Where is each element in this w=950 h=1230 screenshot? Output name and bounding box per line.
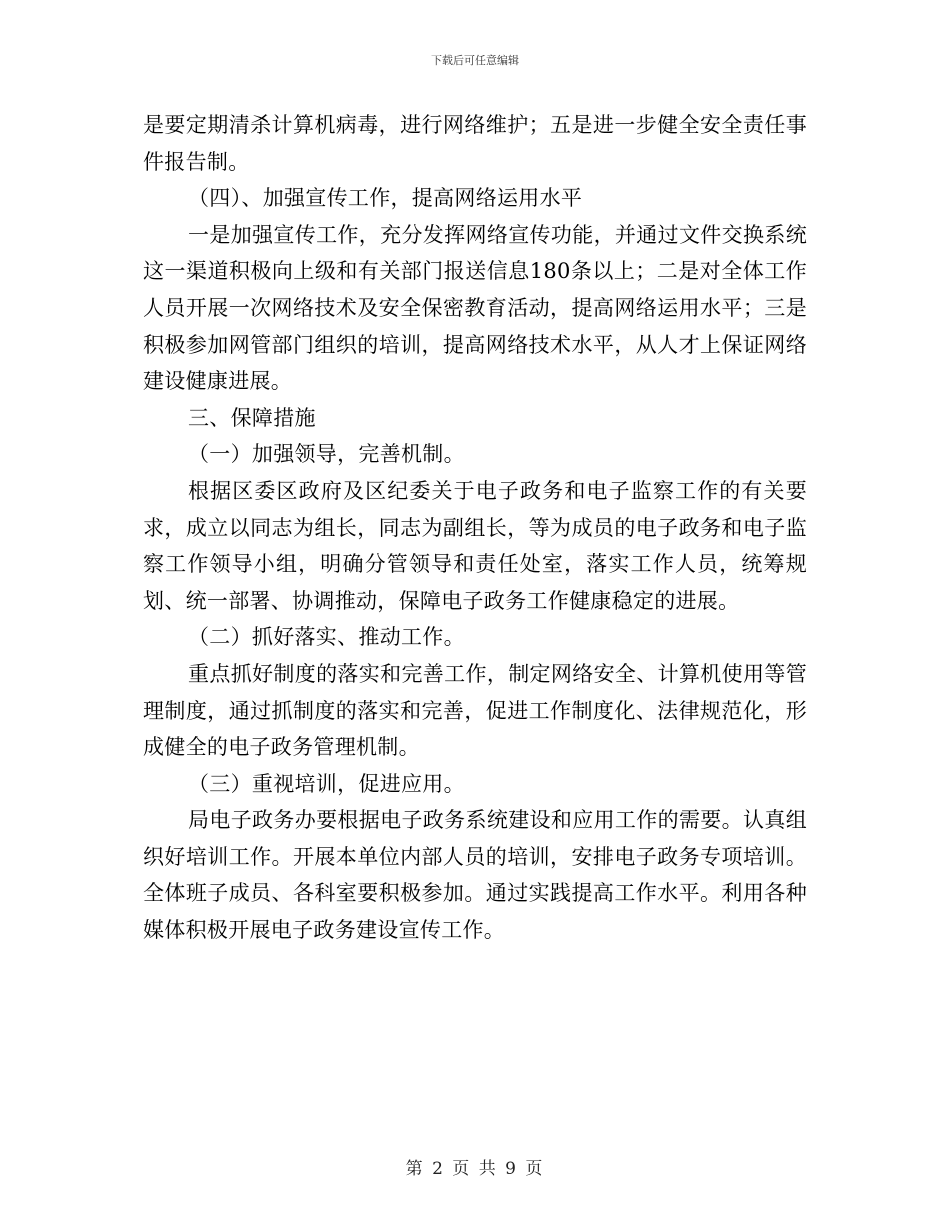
- paragraph-leadership: 根据区委区政府及区纪委关于电子政务和电子监察工作的有关要求，成立以同志为组长，同志为副组长，等为成员的电子政务和电子监察工作领导小组，明确分管领导和责任处室，落实工作人员，统筹规划、统一部署、协调推动，保障电子政务工作健康稳定的进展。: [143, 478, 807, 613]
- page-number-footer: 第 2 页 共 9 页: [405, 1159, 545, 1179]
- subheading-training: （三）重视培训，促进应用。: [188, 771, 465, 796]
- paragraph-implementation: 重点抓好制度的落实和完善工作，制定网络安全、计算机使用等管理制度，通过抓制度的落实和完善，促进工作制度化、法律规范化，形成健全的电子政务管理机制。: [143, 661, 807, 760]
- paragraph-continuation: 是要定期清杀计算机病毒，进行网络维护；五是进一步健全安全责任事件报告制。: [143, 113, 807, 174]
- paragraph-publicity: 一是加强宣传工作，充分发挥网络宣传功能，并通过文件交换系统这一渠道积极向上级和有关部门报送信息180条以上；二是对全体工作人员开展一次网络技术及安全保密教育活动，提高网络运用水平；三是积极参加网管部门组织的培训，提高网络技术水平，从人才上保证网络建设健康进展。: [143, 222, 807, 394]
- section-heading-4: （四）、加强宣传工作，提高网络运用水平: [188, 186, 583, 211]
- subheading-leadership: （一）加强领导，完善机制。: [188, 442, 465, 467]
- section-heading-safeguards: 三、保障措施: [188, 405, 316, 430]
- subheading-implementation: （二）抓好落实、推动工作。: [188, 625, 465, 650]
- document-body: [143, 107, 807, 949]
- paragraph-training: 局电子政务办要根据电子政务系统建设和应用工作的需要。认真组织好培训工作。开展本单位内部人员的培训，安排电子政务专项培训。全体班子成员、各科室要积极参加。通过实践提高工作水平。利用各种媒体积极开展电子政务建设宣传工作。: [143, 808, 807, 943]
- page-header-note: 下载后可任意编辑: [431, 54, 519, 67]
